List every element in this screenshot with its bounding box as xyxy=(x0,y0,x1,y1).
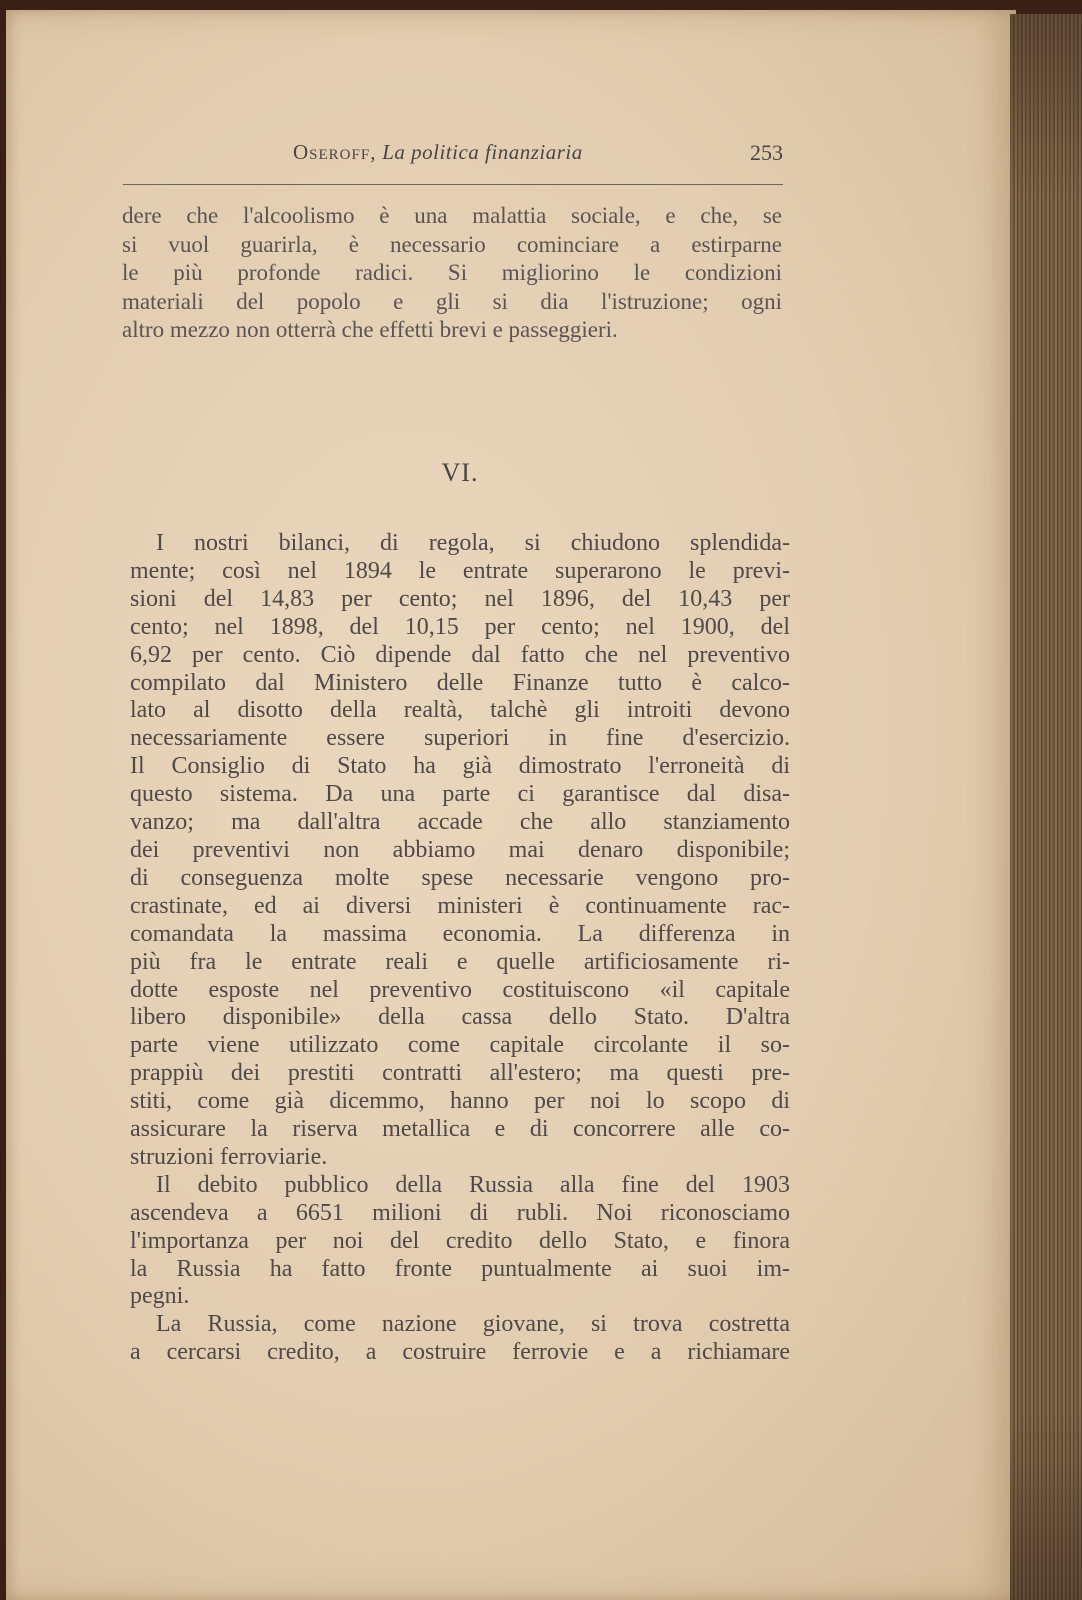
text-line: dei preventivi non abbiamo mai denaro disponibile; xyxy=(130,836,790,863)
text-line: comandata la massima economia. La differenza in xyxy=(130,920,790,947)
text-line: dere che l'alcoolismo è una malattia sociale, e che, se xyxy=(122,203,782,228)
section-body xyxy=(130,530,790,1367)
text-line: altro mezzo non otterrà che effetti brevi e passeggieri. xyxy=(122,317,618,342)
text-line: prappiù dei prestiti contratti all'estero; ma questi pre- xyxy=(130,1060,790,1087)
text-line: parte viene utilizzato come capitale circolante il so- xyxy=(130,1032,790,1059)
text-line: libero disponibile» della cassa dello Stato. D'altra xyxy=(130,1004,790,1031)
text-line: assicurare la riserva metallica e di concorrere alle co- xyxy=(130,1116,790,1143)
text-line: sioni del 14,83 per cento; nel 1896, del 10,43 per xyxy=(130,585,790,612)
text-line: più fra le entrate reali e quelle artificiosamente ri- xyxy=(130,948,790,975)
page-number: 253 xyxy=(750,140,783,165)
text-line: La Russia, come nazione giovane, si trova costretta xyxy=(156,1311,790,1338)
text-line: struzioni ferroviarie. xyxy=(130,1143,328,1170)
text-line: 6,92 per cento. Ciò dipende dal fatto che nel preventivo xyxy=(130,641,790,668)
text-line: questo sistema. Da una parte ci garantisce dal disa- xyxy=(130,781,790,808)
text-line: stiti, come già dicemmo, hanno per noi lo scopo di xyxy=(130,1088,790,1115)
text-line: vanzo; ma dall'altra accade che allo stanziamento xyxy=(130,809,790,836)
text-line: Il Consiglio di Stato ha già dimostrato l'erroneità di xyxy=(130,753,790,780)
text-line: Il debito pubblico della Russia alla fine del 1903 xyxy=(156,1171,790,1198)
running-header xyxy=(123,140,783,170)
text-line: mente; così nel 1894 le entrate superarono le previ- xyxy=(130,557,790,584)
work-title: La politica finanziaria xyxy=(382,140,583,164)
text-line: ascendeva a 6651 milioni di rubli. Noi riconosciamo xyxy=(130,1199,790,1226)
text-line: cento; nel 1898, del 10,15 per cento; nel 1900, del xyxy=(130,613,790,640)
text-line: I nostri bilanci, di regola, si chiudono splendida- xyxy=(156,530,790,556)
text-line: lato al disotto della realtà, talchè gli introiti devono xyxy=(130,697,790,724)
text-line: l'importanza per noi del credito dello Stato, e finora xyxy=(130,1227,790,1254)
page-edges xyxy=(1010,14,1082,1600)
text-line: di conseguenza molte spese necessarie vengono pro- xyxy=(130,864,790,891)
text-line: crastinate, ed ai diversi ministeri è continuamente rac- xyxy=(130,892,790,919)
text-line: la Russia ha fatto fronte puntualmente ai suoi im- xyxy=(130,1255,790,1282)
running-title xyxy=(293,140,583,165)
text-line: compilato dal Ministero delle Finanze tutto è calco- xyxy=(130,669,790,696)
continued-paragraph xyxy=(122,202,782,345)
text-line: a cercarsi credito, a costruire ferrovie e a richiamare xyxy=(130,1339,790,1366)
text-line: pegni. xyxy=(130,1283,190,1310)
header-rule xyxy=(123,184,783,185)
text-line: si vuol guarirla, è necessario cominciare a estirparne xyxy=(122,231,782,257)
text-line: materiali del popolo e gli si dia l'istruzione; ogni xyxy=(122,288,782,314)
text-line: dotte esposte nel preventivo costituiscono «il capitale xyxy=(130,976,790,1003)
author-name: Oseroff, xyxy=(293,140,377,164)
text-line: le più profonde radici. Si migliorino le condizioni xyxy=(122,260,782,285)
section-heading: VI. xyxy=(441,458,479,487)
text-line: necessariamente essere superiori in fine d'esercizio. xyxy=(130,725,790,752)
